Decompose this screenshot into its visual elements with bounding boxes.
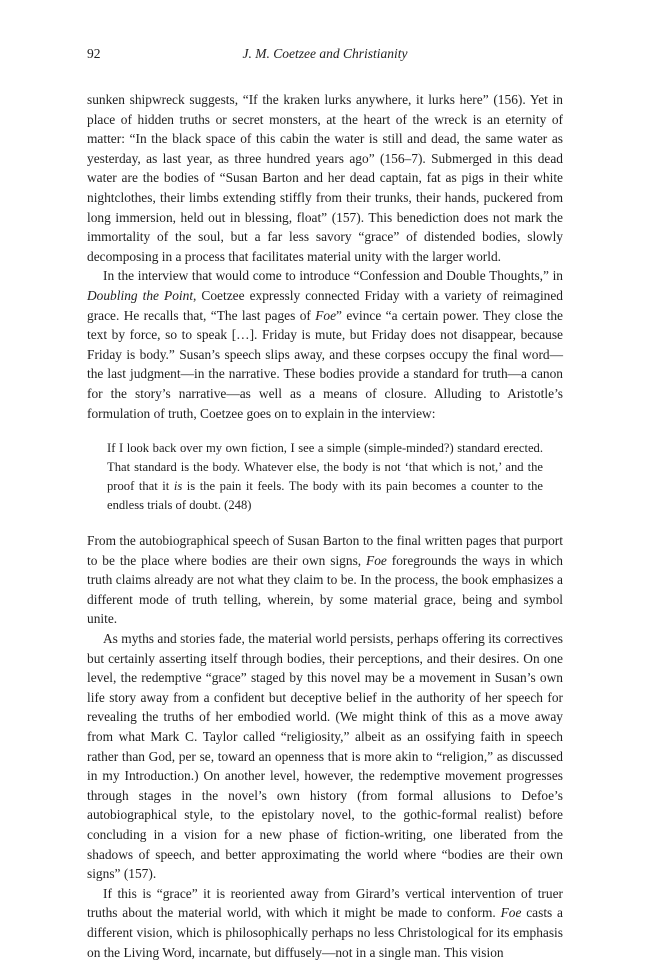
book-title-foe: Foe xyxy=(315,307,337,323)
paragraph-2 xyxy=(87,266,563,423)
paragraph-3-text: foregrounds the ways in which truth claims already are not what they claim to be. In the process, the book emphasizes a different mode of truth telling, wherein, by some material grace, being and symbol unite. xyxy=(87,552,563,627)
book-page xyxy=(87,42,563,962)
body-text xyxy=(87,90,563,962)
block-quote xyxy=(107,439,543,515)
paragraph-4-text: As myths and stories fade, the material world persists, perhaps offering its correctives but certainly asserting itself through bodies, their perceptions, and their desires. On one level, the redemptive “grace” staged by this novel may be a movement in Susan’s own life story away from a confident but deceptive belief in the authority of her speech for revealing the truths of her embodied world. (We might think of this as a move away from what Mark C. Taylor called “religiosity,” albeit as an ossifying faith in speech rather than God, per se, toward an openness that is more akin to “religion,” as discussed in my Introduction.) On another level, however, the redemptive movement progresses through stages in the novel’s own history (from formal allusions to Defoe’s autobiographical style, to the epistolary novel, to the gothic-formal realist) before concluding in a vision for a new phase of fiction-writing, one liberated from the shadows of speech, and better approximating the world where “bodies are their own signs” (157). xyxy=(87,631,563,882)
paragraph-5 xyxy=(87,884,563,962)
book-title-foe: Foe xyxy=(366,552,387,568)
running-title: J. M. Coetzee and Christianity xyxy=(242,46,408,61)
paragraph-2-text: ” evince “a certain power. They close the text by force, so to speak […]. Friday is mute, but Friday does not disappear, because Friday is body.” Susan’s speech slips away, and these corpses occupy the final word—the last judgment—in the narrative. These bodies provide a standard for truth—a canon for the story’s narrative—as well as a means of closure. Alluding to Aristotle’s formulation of truth, Coetzee goes on to explain in the interview: xyxy=(87,307,563,421)
block-quote-segment: If I look back over my own fiction, I see a simple (simple-minded?) standard erected. That standard is the body. Whatever else, the body is not ‘that which is not,’ and the proof that it xyxy=(107,441,543,494)
paragraph-2-text: , Coetzee expressly connected Friday with a variety of reimagined grace. He recalls that, “The last pages of xyxy=(87,287,563,323)
paragraph-1-text: sunken shipwreck suggests, “If the kraken lurks anywhere, it lurks here” (156). Yet in place of hidden truths or secret monsters, at the heart of the wreck is an eternity of matter: “In the black space of this cabin the water is still and dead, the same water as yesterday, as last year, as three hundred years ago” (156–7). Submerged in this dead water are the bodies of “Susan Barton and her dead captain, fat as pigs in their white nightclothes, their limbs extending stiffly from their trunks, their hands, puckered from long immersion, held out in blessing, float” (157). This benediction does not mark the immortality of the soul, but a far less savory “grace” of distended bodies, slowly decomposing in a process that facilitates material unity with the larger world. xyxy=(87,92,563,264)
running-head xyxy=(87,42,563,66)
paragraph-5-text: casts a different vision, which is philosophically perhaps no less Christological for its emphasis on the Living Word, incarnate, but diffusely—not in a single man. This vision xyxy=(87,905,563,960)
paragraph-2-text: In the interview that would come to introduce “Confession and Double Thoughts,” in xyxy=(103,268,563,284)
paragraph-3-text: From the autobiographical speech of Susan Barton to the final written pages that purport to be the place where bodies are their own signs, xyxy=(87,533,563,568)
paragraph-4 xyxy=(87,629,563,884)
block-quote-emphasis: is xyxy=(173,479,183,494)
page-number: 92 xyxy=(87,46,101,61)
block-quote-text xyxy=(107,439,543,515)
book-title-foe: Foe xyxy=(500,905,522,921)
paragraph-5-text: If this is “grace” it is reoriented away from Girard’s vertical intervention of truer truths about the material world, with which it might be made to conform. xyxy=(87,885,563,921)
paragraph-1 xyxy=(87,90,563,266)
book-title-doubling-the-point: Doubling the Point xyxy=(87,287,194,303)
block-quote-segment: is the pain it feels. The body with its pain becomes a counter to the endless trials of doubt. (248) xyxy=(107,479,544,513)
paragraph-3 xyxy=(87,531,563,629)
